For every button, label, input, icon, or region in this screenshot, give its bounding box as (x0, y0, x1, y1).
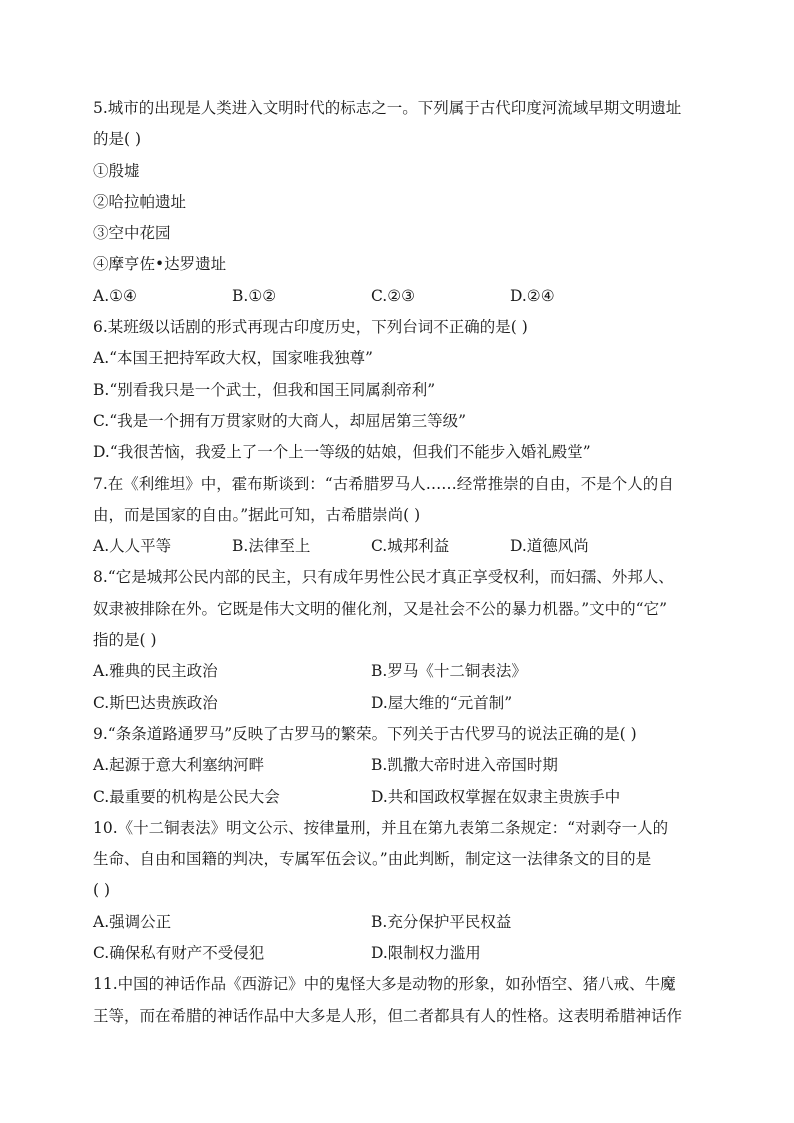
option-c: C.斯巴达贵族政治 (93, 693, 218, 712)
question-stem-line: 11.中国的神话作品《西游记》中的鬼怪大多是动物的形象，如孙悟空、猪八戒、牛魔 (93, 975, 676, 994)
option-a: A.“本国王把持军政大权，国家唯我独尊” (93, 349, 373, 368)
question-stem-line: 的是( ) (93, 130, 142, 149)
option-d: D.道德风尚 (510, 537, 589, 556)
option-a: A.强调公正 (93, 912, 172, 931)
option-b: B.罗马《十二铜表法》 (371, 662, 527, 681)
option-d: D.②④ (510, 286, 555, 305)
question-stem-line: 奴隶被排除在外。它既是伟大文明的催化剂，又是社会不公的暴力机器。”文中的“它” (93, 599, 668, 618)
question-7 (93, 469, 705, 563)
question-item: ②哈拉帕遗址 (93, 192, 187, 211)
question-stem-line: ( ) (93, 881, 111, 900)
options-row (93, 938, 705, 969)
question-stem-line: 5.城市的出现是人类进入文明时代的标志之一。下列属于古代印度河流域早期文明遗址 (93, 99, 682, 117)
option-c: C.“我是一个拥有万贯家财的大商人，却屈居第三等级” (93, 411, 467, 430)
option-b: B.①② (232, 286, 277, 305)
question-stem-line: 6.某班级以话剧的形式再现古印度历史，下列台词不正确的是( ) (93, 318, 528, 337)
question-stem-line: 7.在《利维坦》中，霍布斯谈到：“古希腊罗马人……经常推崇的自由，不是个人的自 (93, 474, 674, 493)
question-stem-line: 由，而是国家的自由。”据此可知，古希腊崇尚( ) (93, 505, 421, 524)
question-10 (93, 813, 705, 969)
option-b: B.“别看我只是一个武士，但我和国王同属刹帝利” (93, 380, 436, 399)
option-d: D.限制权力滥用 (371, 944, 481, 963)
option-b: B.法律至上 (232, 537, 311, 556)
question-item: ①殷墟 (93, 161, 140, 180)
option-d: D.“我很苦恼，我爱上了一个上一等级的姑娘，但我们不能步入婚礼殿堂” (93, 443, 591, 462)
options-row (93, 782, 705, 813)
option-b: B.凯撒大帝时进入帝国时期 (371, 756, 558, 775)
question-8 (93, 562, 705, 718)
options-row (93, 750, 705, 781)
question-5 (93, 93, 705, 312)
option-c: C.最重要的机构是公民大会 (93, 787, 280, 806)
exam-page (93, 93, 705, 1032)
option-c: C.确保私有财产不受侵犯 (93, 944, 265, 963)
question-6 (93, 312, 705, 468)
options-row (93, 688, 705, 719)
option-a: A.雅典的民主政治 (93, 662, 218, 681)
option-d: D.屋大维的“元首制” (371, 693, 513, 712)
options-row (93, 281, 705, 312)
question-item: ④摩亨佐•达罗遗址 (93, 255, 227, 274)
option-a: A.起源于意大利塞纳河畔 (93, 756, 265, 775)
options-row (93, 656, 705, 687)
question-stem-line: 9.“条条道路通罗马”反映了古罗马的繁荣。下列关于古代罗马的说法正确的是( ) (93, 724, 637, 743)
question-stem-line: 8.“它是城邦公民内部的民主，只有成年男性公民才真正享受权利，而妇孺、外邦人、 (93, 568, 674, 587)
options-row (93, 531, 705, 562)
option-d: D.共和国政权掌握在奴隶主贵族手中 (371, 787, 621, 806)
option-b: B.充分保护平民权益 (371, 912, 512, 931)
question-stem-line: 生命、自由和国籍的判决，专属军伍会议。”由此判断，制定这一法律条文的目的是 (93, 850, 652, 869)
option-c: C.②③ (371, 286, 416, 305)
options-row (93, 907, 705, 938)
question-11 (93, 969, 705, 1032)
question-stem-line: 10.《十二铜表法》明文公示、按律量刑，并且在第九表第二条规定：“对剥夺一人的 (93, 818, 669, 837)
question-9 (93, 719, 705, 813)
option-a: A.①④ (93, 286, 137, 305)
option-a: A.人人平等 (93, 537, 172, 556)
question-stem-line: 王等，而在希腊的神话作品中大多是人形，但二者都具有人的性格。这表明希腊神话作 (93, 1006, 683, 1025)
question-stem-line: 指的是( ) (93, 631, 157, 650)
option-c: C.城邦利益 (371, 537, 450, 556)
question-item: ③空中花园 (93, 224, 171, 243)
